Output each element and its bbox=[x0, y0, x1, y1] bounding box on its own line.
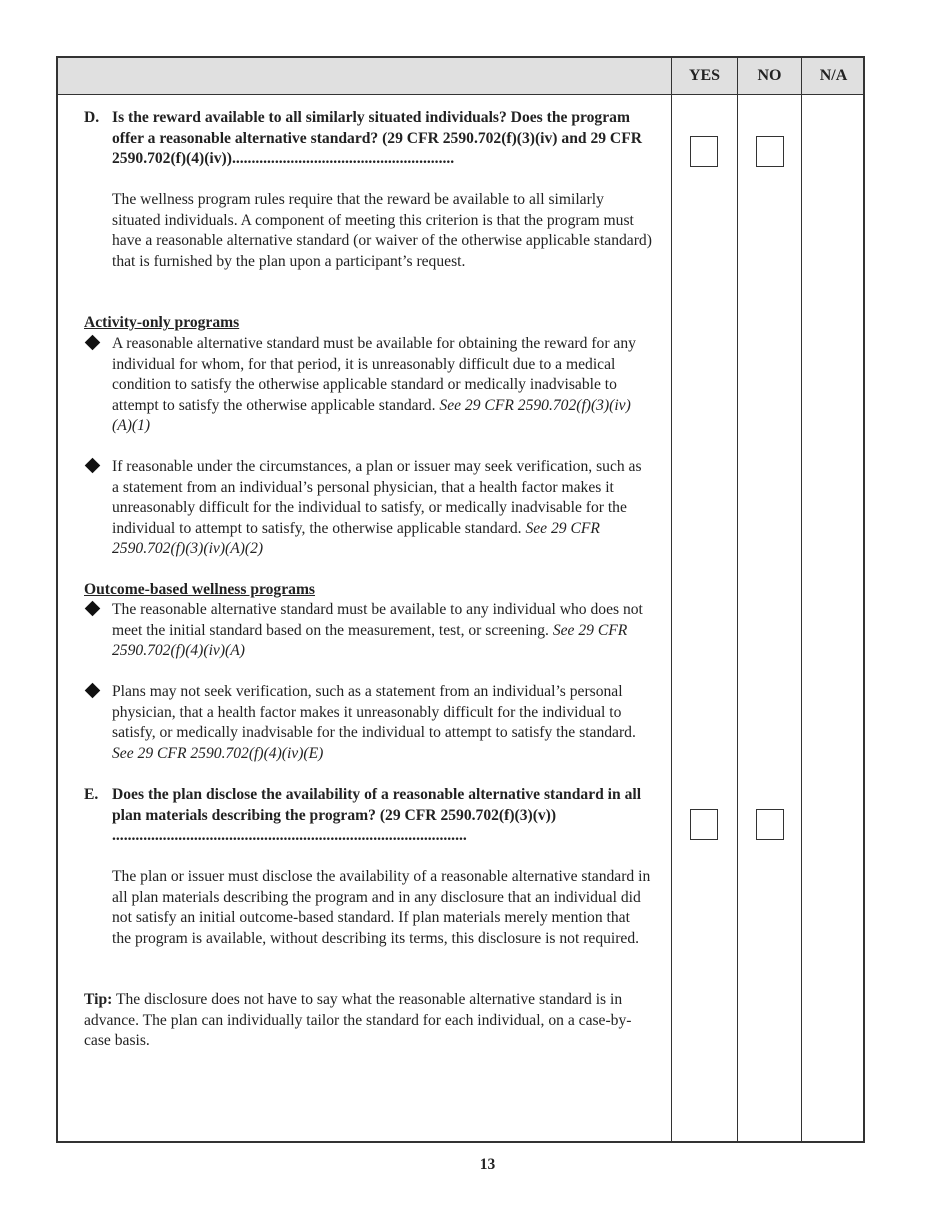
tip-note bbox=[84, 990, 650, 1052]
question-d bbox=[84, 108, 650, 170]
diamond-bullet-icon bbox=[85, 601, 101, 617]
question-d-explanation: The wellness program rules require that the reward be available to all similarly situated individuals. A component of meeting this criterion is that the program must have a reasonable alternative standard (or waiver of the otherwise applicable standard) that is furnished by the plan upon a participant’s request. bbox=[112, 191, 652, 270]
activity-bullet-2-citation: See 29 CFR 2590.702(f)(3)(iv)(A)(2) bbox=[112, 519, 600, 557]
diamond-bullet-icon bbox=[85, 335, 101, 351]
outcome-bullet-1-text: The reasonable alternative standard must be available to any individual who does not meet the initial standard based on the measurement, test, or screening. bbox=[112, 601, 643, 639]
outcome-bullet-2-citation: See 29 CFR 2590.702(f)(4)(iv)(E) bbox=[112, 744, 324, 762]
question-e-explanation: The plan or issuer must disclose the availability of a reasonable alternative standard in all plan materials describing the program and in any disclosure that an individual did not satisfy an initial outcome-based standard. If plan materials merely mention that the program is available, without describing its terms, this disclosure is not required. bbox=[112, 868, 651, 947]
question-d-letter: D. bbox=[84, 109, 100, 126]
page-number: 13 bbox=[479, 1156, 496, 1173]
column-divider bbox=[801, 58, 802, 1141]
outcome-based-heading: Outcome-based wellness programs bbox=[84, 581, 316, 598]
question-e-no-checkbox[interactable] bbox=[756, 809, 784, 840]
outcome-bullet-1-citation: See 29 CFR 2590.702(f)(4)(iv)(A) bbox=[112, 621, 628, 659]
no-column-header: NO bbox=[757, 67, 782, 84]
diamond-bullet-icon bbox=[85, 458, 101, 474]
na-column-header: N/A bbox=[819, 67, 848, 84]
yes-column-header: YES bbox=[688, 67, 721, 84]
question-e-yes-checkbox[interactable] bbox=[690, 809, 718, 840]
tip-label: Tip: bbox=[84, 991, 113, 1008]
question-e-letter: E. bbox=[84, 786, 99, 803]
question-e-text: Does the plan disclose the availability of a reasonable alternative standard in all plan materials describing the program? (29 CFR 2590.702(f)(3)(v)) ........................................................................................... bbox=[112, 786, 642, 844]
activity-bullet-1-citation: See 29 CFR 2590.702(f)(3)(iv)(A)(1) bbox=[112, 396, 631, 434]
activity-only-heading: Activity-only programs bbox=[84, 314, 240, 331]
column-divider bbox=[737, 58, 738, 1141]
question-d-yes-checkbox[interactable] bbox=[690, 136, 718, 167]
activity-bullet-1-text: A reasonable alternative standard must be available for obtaining the reward for any individual for whom, for that period, it is unreasonably difficult due to a medical condition to satisfy the otherwise applicable standard or medically inadvisable to attempt to satisfy the otherwise applicable standard. bbox=[112, 335, 636, 414]
activity-bullet-1 bbox=[84, 334, 650, 437]
question-d-no-checkbox[interactable] bbox=[756, 136, 784, 167]
outcome-bullet-2-text: Plans may not seek verification, such as a statement from an individual’s personal physician, that a health factor makes it unreasonably difficult for the individual to satisfy, or medically inadvisable for the individual to attempt to satisfy the standard. bbox=[112, 683, 636, 741]
diamond-bullet-icon bbox=[85, 683, 101, 699]
question-e bbox=[84, 785, 650, 847]
tip-text: The disclosure does not have to say what the reasonable alternative standard is in advance. The plan can individually tailor the standard for each individual, on a case-by-case basis. bbox=[84, 991, 632, 1049]
outcome-bullet-2 bbox=[84, 682, 650, 764]
activity-bullet-2-text: If reasonable under the circumstances, a plan or issuer may seek verification, such as a statement from an individual’s personal physician, that a health factor makes it unreasonably difficult for the individual to satisfy, or medically inadvisable for the individual to attempt to satisfy, the otherwise applicable standard. bbox=[112, 458, 642, 537]
outcome-bullet-1 bbox=[84, 600, 650, 662]
column-divider bbox=[671, 58, 672, 1141]
activity-bullet-2 bbox=[84, 457, 650, 560]
question-d-text: Is the reward available to all similarly situated individuals? Does the program offer a reasonable alternative standard? (29 CFR 2590.702(f)(3)(iv) and 29 CFR 2590.702(f)(4)(iv))......................................................... bbox=[112, 109, 642, 167]
